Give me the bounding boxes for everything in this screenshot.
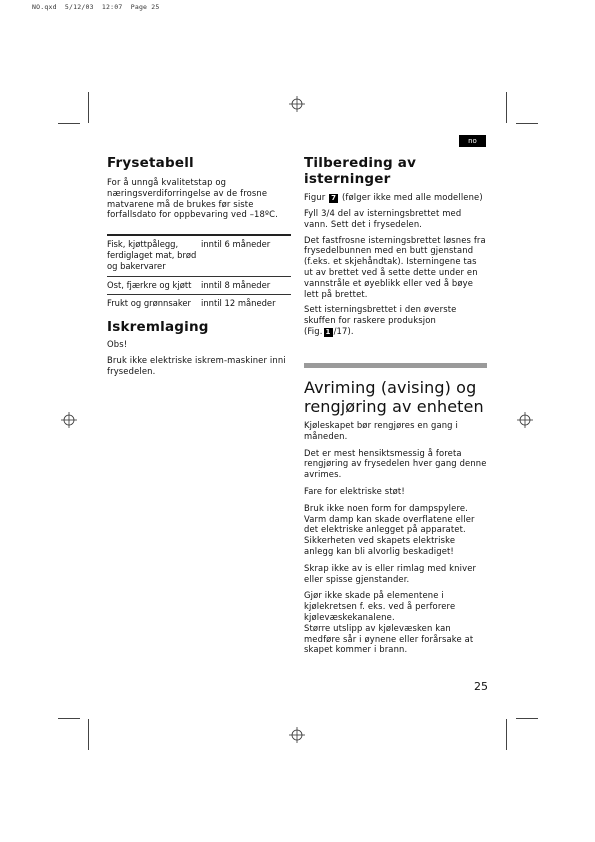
freeze-table <box>107 234 291 313</box>
crop-mark <box>506 719 507 750</box>
table-cell-food: Frukt og grønnsaker <box>107 298 191 309</box>
avriming-warning: Fare for elektriske støt! <box>304 485 405 496</box>
figure-note: (følger ikke med alle modellene) <box>342 192 483 202</box>
registration-mark-top <box>289 96 305 112</box>
figure-number-badge: 1 <box>325 327 331 336</box>
avriming-para-7: Større utslipp av kjølevæsken kan medføre sår i øynene eller forårsake at skapet kommer i brann. <box>304 622 474 655</box>
isterninger-step-fill: Fyll 3/4 del av isterningsbrettet med vann. Sett det i frysedelen. <box>304 208 462 229</box>
crop-mark <box>88 92 89 123</box>
isterninger-figure-ref <box>304 192 487 203</box>
isterninger-heading: Tilbereding av isterninger <box>304 155 417 187</box>
iskremlaging-heading: Iskremlaging <box>107 319 209 336</box>
avriming-para-1: Kjøleskapet bør rengjøres en gang i måneden. <box>304 419 458 441</box>
frysetabell-intro: For å unngå kvalitetstap og næringsverdiforringelse av de frosne matvarene må de brukes før siste forfallsdato for oppbevaring ved –18ºC. <box>107 177 278 220</box>
table-row <box>107 277 291 296</box>
registration-mark-bottom <box>289 727 305 743</box>
figure-number-badge: 7 <box>331 194 337 202</box>
right-column <box>304 155 487 655</box>
table-cell-time: inntil 12 måneder <box>201 298 276 309</box>
figure-label: Figur <box>304 192 326 202</box>
avriming-para-6: Gjør ikke skade på elementene i kjølekretsen f. eks. ved å perforere kjølevæskekanalene. <box>304 590 456 622</box>
figure-ref-close: /17). <box>333 325 354 336</box>
iskremlaging-text: Bruk ikke elektriske iskrem-maskiner inni frysedelen. <box>107 354 286 376</box>
crop-mark <box>58 718 80 719</box>
language-badge: no <box>459 135 486 147</box>
crop-mark <box>88 719 89 750</box>
isterninger-step-release: Det fastfrosne isterningsbrettet løsnes fra frysedelbunnen med en butt gjenstand (f.eks. et skjehåndtak). Isterningene tas ut av brettet ved å sette dette under en vannstråle et øyeblikk eller ved å bøye lett på brettet. <box>304 234 486 299</box>
table-cell-time: inntil 6 måneder <box>201 239 271 250</box>
avriming-heading-line1: Avriming (avising) og <box>304 377 477 397</box>
avriming-heading-line2: rengjøring av enheten <box>304 396 484 416</box>
crop-mark <box>516 718 538 719</box>
avriming-para-4: Bruk ikke noen form for dampspylere. Varm damp kan skade overflatene eller det elektriske anlegget på apparatet. Sikkerheten ved skapets elektriske anlegg kan bli alvorlig beskadiget! <box>304 502 475 556</box>
isterninger-step-place <box>304 304 487 337</box>
table-cell-food: Ost, fjærkre og kjøtt <box>107 279 192 290</box>
avriming-heading <box>304 378 487 416</box>
crop-mark <box>58 123 80 124</box>
figure-ref-open: (Fig. <box>304 325 323 336</box>
print-slug: NO.qxd 5/12/03 12:07 Page 25 <box>32 3 160 11</box>
crop-mark <box>506 92 507 123</box>
iskremlaging-note: Obs! <box>107 339 128 350</box>
registration-mark-right <box>517 412 533 428</box>
left-column <box>107 155 291 377</box>
isterninger-place-text: Sett isterningsbrettet i den øverste skuffen for raskere produksjon <box>304 304 457 326</box>
table-row <box>107 295 291 313</box>
page-number: 25 <box>474 680 488 693</box>
avriming-para-2: Det er mest hensiktsmessig å foreta rengjøring av frysedelen hver gang denne avrimes. <box>304 447 487 480</box>
table-cell-food: Fisk, kjøttpålegg, ferdiglaget mat, brød og bakervarer <box>107 239 197 271</box>
frysetabell-heading: Frysetabell <box>107 155 194 171</box>
section-divider <box>304 363 487 368</box>
table-row <box>107 236 291 276</box>
crop-mark <box>516 123 538 124</box>
table-cell-time: inntil 8 måneder <box>201 279 271 290</box>
registration-mark-left <box>61 412 77 428</box>
avriming-para-5: Skrap ikke av is eller rimlag med kniver eller spisse gjenstander. <box>304 562 477 584</box>
